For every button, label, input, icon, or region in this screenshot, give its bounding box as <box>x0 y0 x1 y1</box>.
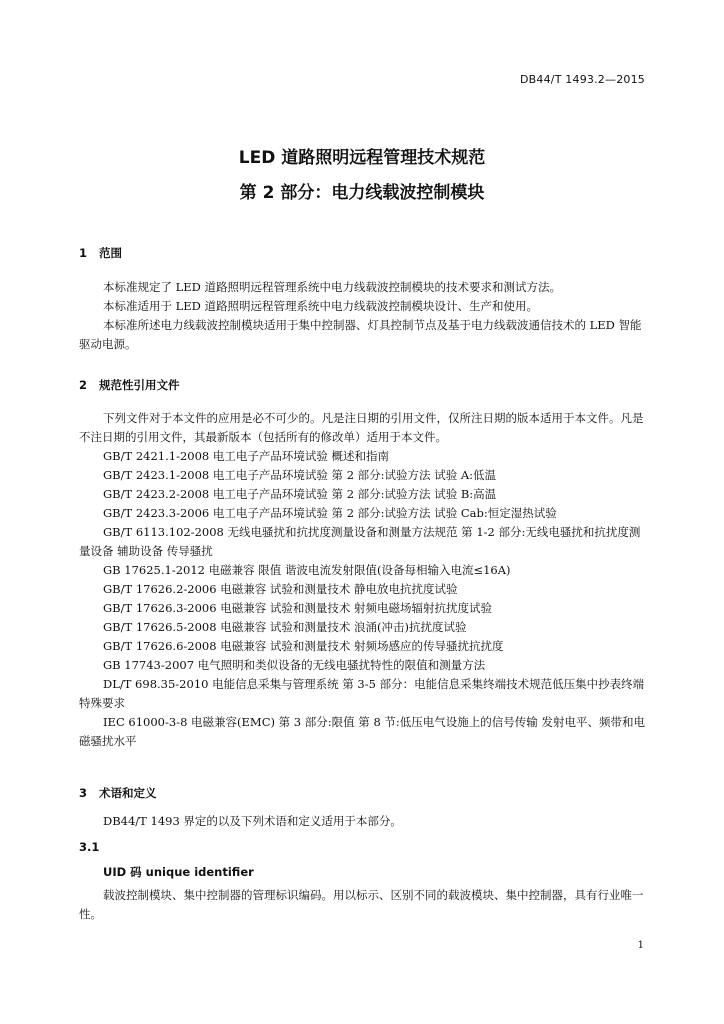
paragraph: 本标准适用于 LED 道路照明远程管理系统中电力线载波控制模块设计、生产和使用。 <box>103 299 539 313</box>
section-1-body <box>79 278 646 354</box>
reference-item: GB/T 2421.1-2008 电工电子产品环境试验 概述和指南 <box>103 449 390 463</box>
reference-item: GB/T 17626.5-2008 电磁兼容 试验和测量技术 浪涌(冲击)抗扰度试验 <box>103 620 467 634</box>
reference-item: GB/T 2423.3-2006 电工电子产品环境试验 第 2 部分:试验方法 试验 Cab:恒定湿热试验 <box>103 506 557 520</box>
document-title: LED 道路照明远程管理技术规范 <box>238 148 486 168</box>
reference-item: GB/T 6113.102-2008 无线电骚扰和抗扰度测量设备和测量方法规范 第 1-2 部分:无线电骚扰和抗扰度测量设备 辅助设备 传导骚扰 <box>79 525 641 558</box>
reference-item: GB/T 17626.6-2008 电磁兼容 试验和测量技术 射频场感应的传导骚扰抗扰度 <box>103 639 504 653</box>
section-number: 3 <box>79 786 88 800</box>
document-subtitle: 第 2 部分：电力线载波控制模块 <box>239 183 485 203</box>
section-3-intro <box>79 812 646 831</box>
reference-item: GB 17625.1-2012 电磁兼容 限值 谐波电流发射限值(设备每相输入电流≤16A) <box>103 563 511 577</box>
reference-item: GB 17743-2007 电气照明和类似设备的无线电骚扰特性的限值和测量方法 <box>103 658 486 672</box>
section-number: 1 <box>79 246 88 260</box>
reference-item: IEC 61000-3-8 电磁兼容(EMC) 第 3 部分:限值 第 8 节:低压电气设施上的信号传输 发射电平、频带和电磁骚扰水平 <box>79 715 645 748</box>
section-title: 范围 <box>99 246 122 260</box>
section-title: 术语和定义 <box>99 786 157 800</box>
section-heading-3 <box>79 785 157 801</box>
section-number: 2 <box>79 378 88 392</box>
reference-item: GB/T 2423.1-2008 电工电子产品环境试验 第 2 部分:试验方法 试验 A:低温 <box>103 468 497 482</box>
term-title: UID 码 unique identifier <box>103 865 254 879</box>
paragraph: 下列文件对于本文件的应用是必不可少的。凡是注日期的引用文件，仅所注日期的版本适用于本文件。凡是不注日期的引用文件，其最新版本（包括所有的修改单）适用于本文件。 <box>79 411 644 444</box>
page-number: 1 <box>637 940 644 951</box>
standard-code: DB44/T 1493.2—2015 <box>519 73 645 86</box>
paragraph: 载波控制模块、集中控制器的管理标识编码。用以标示、区别不同的载波模块、集中控制器，具有行业唯一性。 <box>79 888 644 921</box>
subsection-number: 3.1 <box>79 840 100 854</box>
section-heading-1 <box>79 245 122 261</box>
section-title: 规范性引用文件 <box>99 378 180 392</box>
term-definition <box>79 886 646 924</box>
paragraph: DB44/T 1493 界定的以及下列术语和定义适用于本部分。 <box>103 814 402 828</box>
reference-item: GB/T 17626.3-2006 电磁兼容 试验和测量技术 射频电磁场辐射抗扰度试验 <box>103 601 493 615</box>
section-2-body <box>79 409 646 751</box>
reference-item: DL/T 698.35-2010 电能信息采集与管理系统 第 3-5 部分：电能信息采集终端技术规范低压集中抄表终端特殊要求 <box>79 677 645 710</box>
paragraph: 本标准所述电力线载波控制模块适用于集中控制器、灯具控制节点及基于电力线载波通信技术的 LED 智能驱动电源。 <box>79 318 642 351</box>
reference-item: GB/T 17626.2-2006 电磁兼容 试验和测量技术 静电放电抗扰度试验 <box>103 582 458 596</box>
paragraph: 本标准规定了 LED 道路照明远程管理系统中电力线载波控制模块的技术要求和测试方法。 <box>103 280 562 294</box>
section-heading-2 <box>79 377 180 393</box>
reference-item: GB/T 2423.2-2008 电工电子产品环境试验 第 2 部分:试验方法 试验 B:高温 <box>103 487 497 501</box>
